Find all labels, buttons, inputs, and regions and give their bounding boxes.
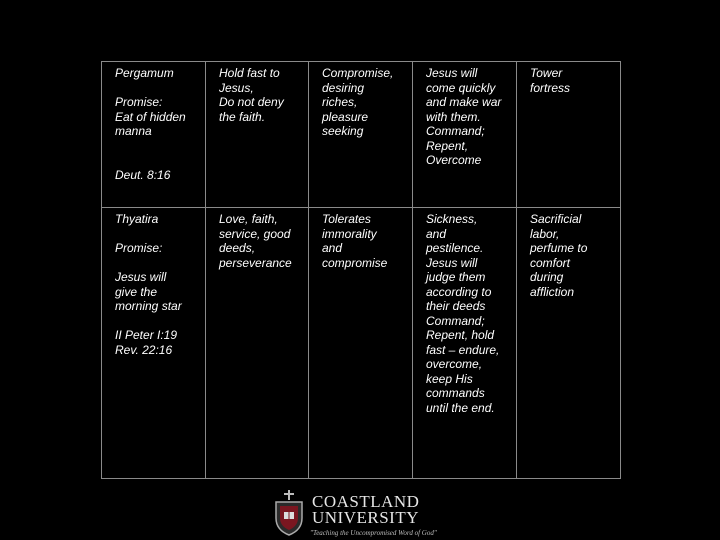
- cell-text-line: Jesus will: [426, 66, 478, 80]
- table-row: [102, 208, 621, 479]
- cell-text-line: the faith.: [219, 109, 266, 124]
- cell-text-line: [115, 153, 195, 168]
- cell-text-line: Love, faith,: [219, 212, 278, 226]
- cell-text-line: keep His: [426, 371, 473, 386]
- cell-text-line: with them.: [426, 109, 481, 124]
- cell-text-line: Do not deny: [219, 95, 284, 109]
- cell-text-line: Jesus will: [115, 270, 167, 284]
- cell-text-line: Tolerates: [322, 212, 371, 226]
- cell-text-line: labor,: [530, 226, 560, 241]
- cell-text-line: Jesus will: [426, 255, 478, 270]
- cell-text-line: Repent, hold: [426, 328, 495, 342]
- cell-text-line: during: [530, 270, 564, 284]
- cell-text-line: Promise:: [115, 241, 163, 255]
- shield-icon: [273, 490, 305, 536]
- cell-text-line: comfort: [530, 255, 571, 270]
- brand-name-line1: COASTLAND: [312, 492, 420, 511]
- commendation-cell: [206, 62, 309, 208]
- cell-text-line: [115, 139, 195, 154]
- commendation-cell: [206, 208, 309, 479]
- cell-text-line: affliction: [530, 284, 575, 299]
- cell-text-line: Compromise,: [322, 66, 394, 80]
- cell-text-line: commands: [426, 386, 485, 400]
- cell-text-line: Deut. 8:16: [115, 167, 171, 182]
- instruction-cell: [413, 208, 517, 479]
- cell-text-line: [115, 227, 195, 242]
- cell-text-line: Overcome: [426, 153, 482, 167]
- description-cell: [517, 62, 621, 208]
- cell-text-line: Pergamum: [115, 66, 174, 80]
- cell-text-line: Hold fast to: [219, 66, 280, 80]
- cell-text-line: Repent,: [426, 138, 469, 153]
- cell-text-line: Jesus,: [219, 80, 254, 95]
- church-cell: [102, 62, 206, 208]
- cell-text-line: fast – endure,: [426, 342, 500, 357]
- cell-text-line: Thyatira: [115, 212, 159, 226]
- cell-text-line: [115, 256, 195, 271]
- cell-text-line: Command;: [426, 313, 485, 328]
- cell-text-line: seeking: [322, 124, 364, 138]
- table-row: [102, 62, 621, 208]
- cell-text-line: Eat of hidden: [115, 109, 186, 124]
- cell-text-line: Promise:: [115, 95, 163, 109]
- cell-text-line: Rev. 22:16: [115, 342, 173, 357]
- cell-text-line: fortress: [530, 80, 571, 95]
- cell-text-line: and: [426, 226, 447, 241]
- cell-text-line: desiring: [322, 80, 365, 95]
- cell-text-line: [115, 81, 195, 96]
- cell-text-line: overcome,: [426, 357, 483, 371]
- cell-text-line: their deeds: [426, 299, 486, 313]
- cell-text-line: II Peter I:19: [115, 328, 178, 342]
- university-logo: [270, 488, 460, 538]
- cell-text-line: perfume to: [530, 241, 588, 255]
- cell-text-line: and: [322, 241, 343, 255]
- cell-text-line: morning star: [115, 299, 182, 313]
- cell-text-line: Sickness,: [426, 212, 478, 226]
- cell-text-line: manna: [115, 124, 152, 138]
- criticism-cell: [309, 62, 413, 208]
- church-cell: [102, 208, 206, 479]
- cell-text-line: Sacrificial: [530, 212, 582, 226]
- cell-text-line: according to: [426, 284, 492, 299]
- cell-text-line: deeds,: [219, 241, 256, 255]
- cell-text-line: judge them: [426, 270, 486, 284]
- cell-text-line: [115, 314, 195, 329]
- cell-text-line: immorality: [322, 226, 377, 241]
- cell-text-line: give the: [115, 284, 158, 299]
- cell-text-line: pestilence.: [426, 241, 484, 255]
- description-cell: [517, 208, 621, 479]
- cell-text-line: service, good: [219, 226, 291, 241]
- cell-text-line: compromise: [322, 255, 388, 270]
- cell-text-line: pleasure: [322, 109, 369, 124]
- cell-text-line: and make war: [426, 95, 502, 109]
- cell-text-line: Command;: [426, 124, 485, 138]
- churches-table: [101, 61, 621, 479]
- brand-name-line2: UNIVERSITY: [312, 508, 419, 527]
- instruction-cell: [413, 62, 517, 208]
- cell-text-line: riches,: [322, 95, 358, 109]
- cell-text-line: perseverance: [219, 255, 292, 270]
- criticism-cell: [309, 208, 413, 479]
- cell-text-line: until the end.: [426, 400, 495, 415]
- brand-tagline: "Teaching the Uncompromised Word of God": [310, 529, 437, 537]
- cell-text-line: come quickly: [426, 80, 496, 95]
- cell-text-line: Tower: [530, 66, 563, 80]
